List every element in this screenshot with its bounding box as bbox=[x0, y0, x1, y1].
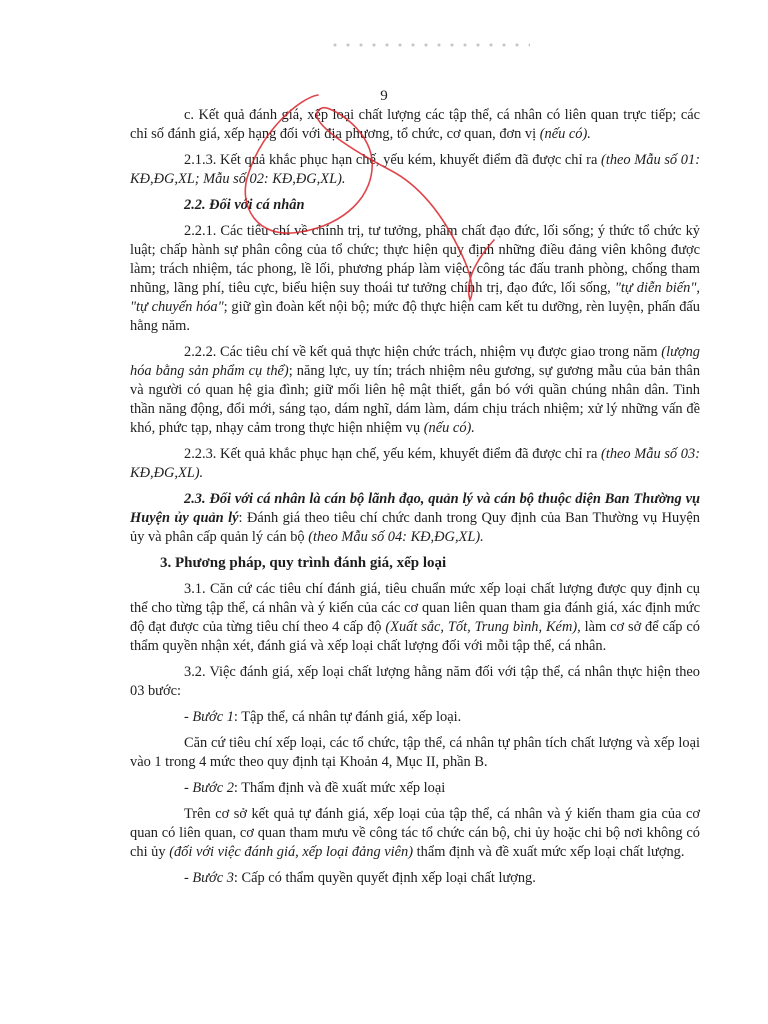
step-1-detail: Căn cứ tiêu chí xếp loại, các tổ chức, tập thể, cá nhân tự phân tích chất lượng và xếp loại vào 1 trong 4 mức theo quy định tại Khoản 4, Mục II, phần B. bbox=[130, 735, 700, 770]
paragraph-3-2: 3.2. Việc đánh giá, xếp loại chất lượng hằng năm đối với tập thể, cá nhân thực hiện theo 03 bước: bbox=[130, 664, 700, 699]
document-body bbox=[130, 106, 700, 895]
step-2: - Bước 2: Thẩm định và đề xuất mức xếp loại bbox=[184, 780, 446, 796]
scan-noise bbox=[330, 40, 530, 50]
step-2-detail: Trên cơ sở kết quả tự đánh giá, xếp loại của tập thể, cá nhân và ý kiến tham gia của cơ quan có liên quan, cơ quan tham mưu về công tác tổ chức cán bộ, chi ủy hoặc chi bộ nơi không có chi ủy (đối với việc đánh giá, xếp loại đảng viên) thẩm định và đề xuất mức xếp loại chất lượng. bbox=[130, 806, 700, 860]
paragraph-2-3: 2.3. Đối với cá nhân là cán bộ lãnh đạo, quản lý và cán bộ thuộc diện Ban Thường vụ Huyện ủy quản lý: Đánh giá theo tiêu chí chức danh trong Quy định của Ban Thường vụ Huyện ủy và phân cấp quản lý cán bộ (theo Mẫu số 04: KĐ,ĐG,XL). bbox=[130, 491, 700, 545]
paragraph-2-2-1: 2.2.1. Các tiêu chí về chính trị, tư tưởng, phẩm chất đạo đức, lối sống; ý thức tổ chức kỷ luật; chấp hành sự phân công của tổ chức; thực hiện quy định những điều đảng viên không được làm; trách nhiệm, tác phong, lề lối, phương pháp làm việc; công tác đấu tranh phòng, chống tham nhũng, lãng phí, tiêu cực, biểu hiện suy thoái tư tưởng chính trị, đạo đức, lối sống, "tự diễn biến", "tự chuyển hóa"; giữ gìn đoàn kết nội bộ; mức độ thực hiện cam kết tu dưỡng, rèn luyện, phấn đấu hằng năm. bbox=[130, 223, 700, 334]
paragraph-c: c. Kết quả đánh giá, xếp loại chất lượng các tập thể, cá nhân có liên quan trực tiếp; các chỉ số đánh giá, xếp hạng đối với địa phương, tổ chức, cơ quan, đơn vị (nếu có). bbox=[130, 107, 700, 142]
paragraph-3-1: 3.1. Căn cứ các tiêu chí đánh giá, tiêu chuẩn mức xếp loại chất lượng được quy định cụ thể cho từng tập thể, cá nhân và ý kiến của các cơ quan liên quan tham gia đánh giá, xác định mức độ đạt được của từng tiêu chí theo 4 cấp độ (Xuất sắc, Tốt, Trung bình, Kém), làm cơ sở để cấp có thẩm quyền nhận xét, đánh giá và xếp loại chất lượng đối với mỗi tập thể, cá nhân. bbox=[130, 581, 700, 654]
heading-2-2: 2.2. Đối với cá nhân bbox=[184, 197, 305, 213]
page-number: 9 bbox=[380, 88, 388, 104]
paragraph-2-2-3: 2.2.3. Kết quả khắc phục hạn chế, yếu kém, khuyết điểm đã được chỉ ra (theo Mẫu số 03: KĐ,ĐG,XL). bbox=[130, 446, 700, 481]
step-3: - Bước 3: Cấp có thẩm quyền quyết định xếp loại chất lượng. bbox=[184, 870, 536, 886]
step-1: - Bước 1: Tập thể, cá nhân tự đánh giá, xếp loại. bbox=[184, 709, 462, 725]
paragraph-2-1-3: 2.1.3. Kết quả khắc phục hạn chế, yếu kém, khuyết điểm đã được chỉ ra (theo Mẫu số 01: KĐ,ĐG,XL; Mẫu số 02: KĐ,ĐG,XL). bbox=[130, 152, 700, 187]
heading-3: 3. Phương pháp, quy trình đánh giá, xếp loại bbox=[160, 555, 447, 571]
paragraph-2-2-2: 2.2.2. Các tiêu chí về kết quả thực hiện chức trách, nhiệm vụ được giao trong năm (lượng hóa bằng sản phẩm cụ thể); năng lực, uy tín; trách nhiệm nêu gương, sự gương mẫu của bản thân và người có quan hệ gia đình; giữ mối liên hệ mật thiết, gắn bó với quần chúng nhân dân. Tinh thần năng động, đổi mới, sáng tạo, dám nghĩ, dám làm, dám chịu trách nhiệm; xử lý những vấn đề khó, phức tạp, nhạy cảm trong thực hiện nhiệm vụ (nếu có). bbox=[130, 344, 701, 436]
